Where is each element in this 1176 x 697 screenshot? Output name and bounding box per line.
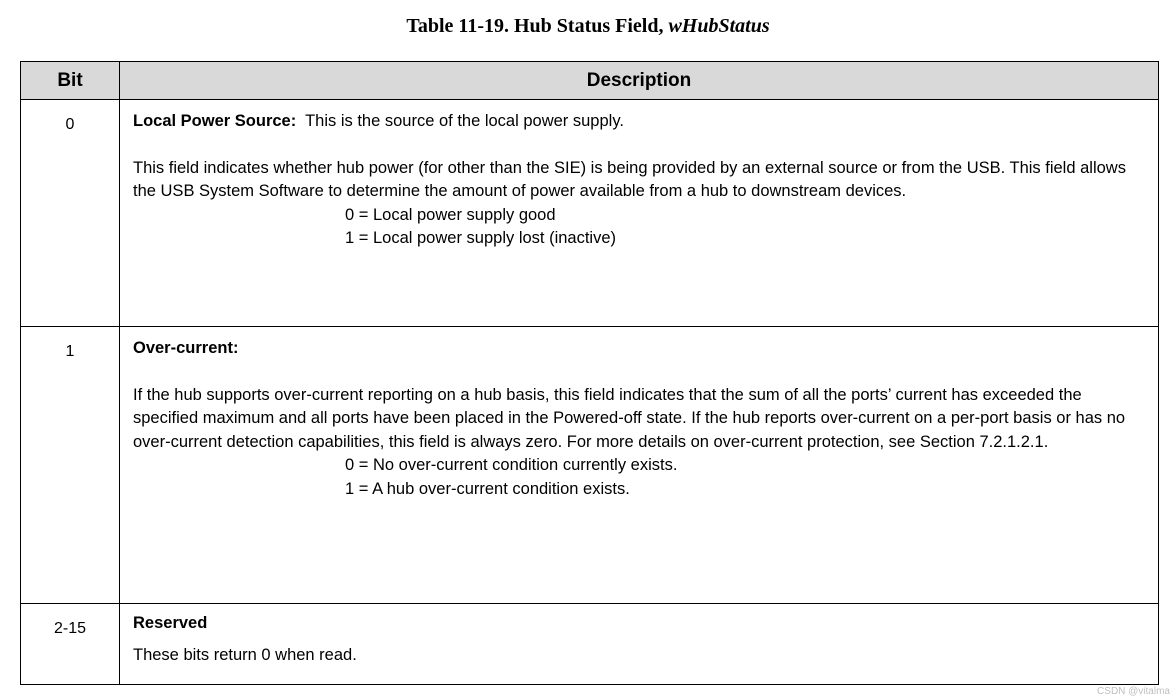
field-value: 1 = A hub over-current condition exists. bbox=[345, 479, 630, 498]
field-body: If the hub supports over-current reporting on a hub basis, this field indicates that the sum of all the ports’ current has exceeded the specified maximum and all ports have been placed in the Powered-off state. If the hub reports over-current on a per-port basis or has no over-current detection capabilities, this field is always zero. For more details on over-current protection, see Section 7.2.1.2.1. bbox=[133, 385, 1126, 451]
field-body: These bits return 0 when read. bbox=[133, 645, 357, 664]
bit-cell: 1 bbox=[21, 327, 120, 604]
field-value: 1 = Local power supply lost (inactive) bbox=[345, 229, 617, 247]
field-name: Over-current: bbox=[133, 339, 239, 357]
field-body: This field indicates whether hub power (for other than the SIE) is being provided by an external source or from the USB. This field allows the USB System Software to determine the amount of power available from a hub to downstream devices. bbox=[133, 158, 1126, 200]
hub-status-table bbox=[20, 61, 1159, 685]
field-title bbox=[133, 337, 1146, 361]
description-cell bbox=[120, 100, 1159, 327]
caption-prefix: Table 11-19. Hub Status Field, bbox=[406, 15, 669, 37]
header-description: Description bbox=[120, 62, 1159, 100]
field-value: 0 = No over-current condition currently exists. bbox=[345, 456, 678, 474]
bit-cell: 0 bbox=[21, 100, 120, 327]
description-cell bbox=[120, 604, 1159, 685]
header-bit: Bit bbox=[21, 62, 120, 100]
table-row bbox=[21, 604, 1159, 685]
table-row bbox=[21, 100, 1159, 327]
watermark: CSDN @vitalma bbox=[1097, 686, 1170, 697]
table-row bbox=[21, 327, 1159, 604]
field-title bbox=[133, 110, 1146, 134]
field-value: 0 = Local power supply good bbox=[345, 205, 556, 224]
description-cell bbox=[120, 327, 1159, 604]
bit-cell: 2-15 bbox=[21, 604, 120, 685]
field-name: Local Power Source: bbox=[133, 112, 297, 130]
table-caption bbox=[0, 15, 1176, 38]
table-header-row bbox=[21, 62, 1159, 100]
caption-field-name: wHubStatus bbox=[668, 15, 770, 37]
field-title bbox=[133, 612, 1146, 636]
field-summary: This is the source of the local power supply. bbox=[296, 112, 624, 130]
field-name: Reserved bbox=[133, 614, 208, 632]
